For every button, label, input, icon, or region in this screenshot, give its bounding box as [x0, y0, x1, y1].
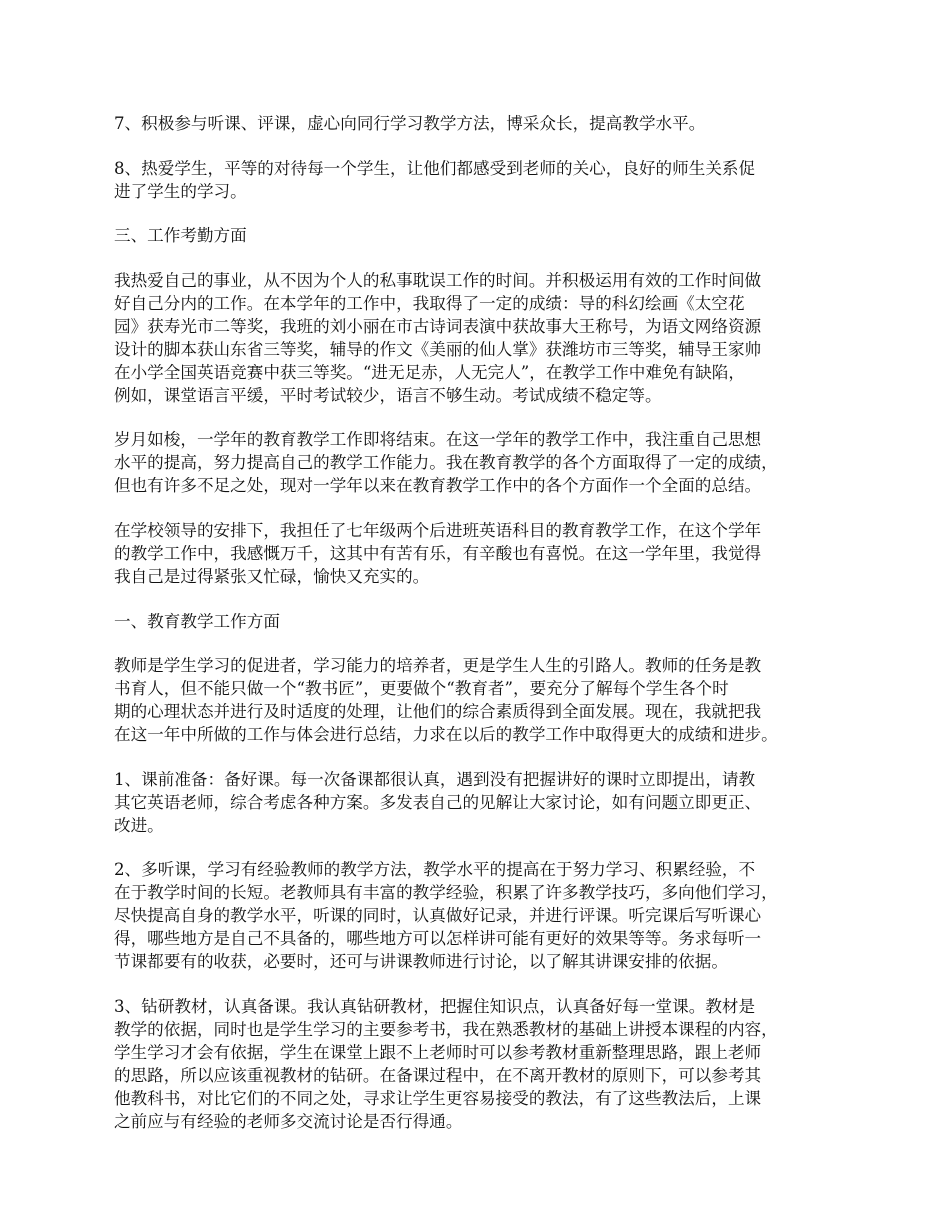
section-heading-teaching: 一、教育教学工作方面: [114, 611, 280, 631]
paragraph-item-3: 3、钻研教材，认真备课。我认真钻研教材，把握住知识点，认真备好每一堂课。教材是 教学的依据，同时也是学生学习的主要参考书，我在熟悉教材的基础上讲授本课程的内容， 学生学习才会有依据，学生在课堂上跟不上老师时可以参考教材重新整理思路，跟上老师 的思路，所以应该重视教材的钻研。在备课过程中，在不离开教材的原则下，可以参考其 他教科书，对比它们的不同之处，寻求让学生更容易接受的教法，有了这些教法后，上课 之前应与有经验的老师多交流讨论是否行得通。: [114, 996, 778, 1131]
paragraph-item-1: 1、课前准备：备好课。每一次备课都很认真，遇到没有把握讲好的课时立即提出，请教 其它英语老师，综合考虑各种方案。多发表自己的见解让大家讨论，如有问题立即更正、 改进。: [114, 769, 762, 835]
paragraph-assignment: 在学校领导的安排下，我担任了七年级两个后进班英语科目的教育教学工作，在这个学年 的教学工作中，我感慨万千，这其中有苦有乐，有辛酸也有喜悦。在这一学年里，我觉得 我自己是过得紧张又忙碌，愉快又充实的。: [114, 520, 762, 586]
paragraph-attendance: 我热爱自己的事业，从不因为个人的私事耽误工作的时间。并积极运用有效的工作时间做 好自己分内的工作。在本学年的工作中，我取得了一定的成绩：导的科幻绘画《太空花 园》获寿光市二等奖，我班的刘小丽在市古诗词表演中获故事大王称号，为语文网络资源 设计的脚本获山东省三等奖，辅导的作文《美丽的仙人掌》获潍坊市三等奖，辅导王家帅 在小学全国英语竞赛中获三等奖。“进无足赤，人无完人”，在教学工作中难免有缺陷， 例如，课堂语言平缓，平时考试较少，语言不够生动。考试成绩不稳定等。: [114, 270, 762, 405]
paragraph-item-2: 2、多听课，学习有经验教师的教学方法，教学水平的提高在于努力学习、积累经验，不 在于教学时间的长短。老教师具有丰富的教学经验，积累了许多教学技巧，多向他们学习， 尽快提高自身的教学水平，听课的同时，认真做好记录，并进行评课。听完课后写听课心 得，哪些地方是自己不具备的，哪些地方可以怎样讲可能有更好的效果等等。务求每听一 节课都要有的收获，必要时，还可与讲课教师进行讨论，以了解其讲课安排的依据。: [114, 860, 778, 972]
paragraph-item-7: 7、积极参与听课、评课，虚心向同行学习教学方法，博采众长，提高教学水平。: [114, 114, 706, 133]
paragraph-summary-intro: 岁月如梭，一学年的教育教学工作即将结束。在这一学年的教学工作中，我注重自己思想 水平的提高，努力提高自己的教学工作能力。我在教育教学的各个方面取得了一定的成绩， 但也有许多不足之处，现对一学年以来在教育教学工作中的各个方面作一个全面的总结。: [114, 430, 778, 496]
document-page: [114, 112, 854, 1155]
section-heading-attendance: 三、工作考勤方面: [114, 226, 247, 246]
paragraph-teacher-role: 教师是学生学习的促进者，学习能力的培养者，更是学生人生的引路人。教师的任务是教 书育人，但不能只做一个“教书匠”，更要做个“教育者”，要充分了解每个学生各个时 期的心理状态并进行及时适度的处理，让他们的综合素质得到全面发展。现在，我就把我 在这一年中所做的工作与体会进行总结，力求在以后的教学工作中取得更大的成绩和进步。: [114, 656, 778, 745]
paragraph-item-8: 8、热爱学生，平等的对待每一个学生，让他们都感受到老师的关心，良好的师生关系促 进了学生的学习。: [114, 158, 756, 201]
